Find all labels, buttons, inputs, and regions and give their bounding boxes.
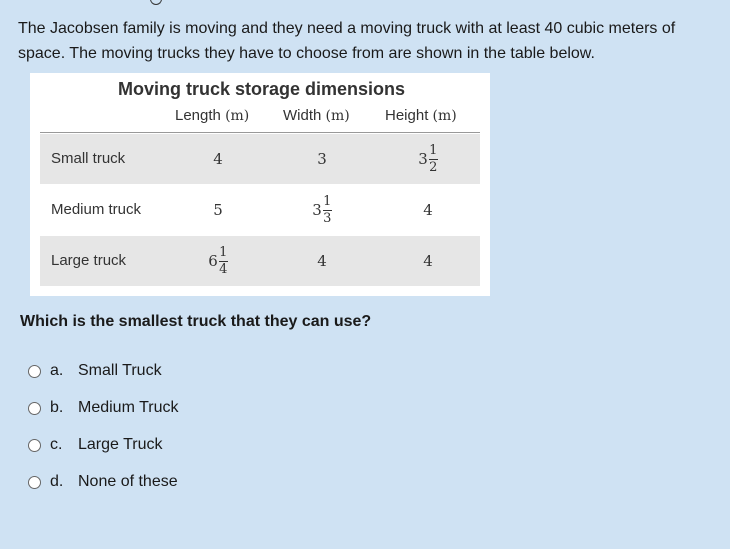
cell-width: 4 <box>317 252 327 270</box>
row-label: Medium truck <box>51 201 142 218</box>
row-label: Large truck <box>51 252 127 269</box>
fraction: $\frac{1}{3}$ <box>323 193 332 226</box>
table-row-small-truck <box>40 134 480 184</box>
dimensions-table <box>30 73 490 296</box>
cell-height: 4 <box>423 201 433 219</box>
table-row-medium-truck <box>40 185 480 235</box>
radio-button[interactable] <box>28 365 41 378</box>
cell-width <box>292 185 352 235</box>
column-header-height: Height (m) <box>385 107 457 124</box>
column-header-width: Width (m) <box>283 107 350 124</box>
option-text[interactable]: Large Truck <box>78 436 163 453</box>
mixed-number: 3 $\frac{1}{3}$ <box>312 193 332 226</box>
answer-option-b[interactable] <box>28 399 178 417</box>
column-header-length: Length (m) <box>175 107 250 124</box>
option-letter: b. <box>50 399 64 416</box>
option-letter: d. <box>50 473 64 490</box>
answer-option-d[interactable] <box>28 473 178 491</box>
cell-height: 4 <box>423 252 433 270</box>
option-text[interactable]: Small Truck <box>78 362 162 379</box>
question-prompt: Which is the smallest truck that they can use? <box>20 313 372 330</box>
row-label: Small truck <box>51 150 126 167</box>
option-letter: a. <box>50 362 64 379</box>
header-divider <box>40 132 480 133</box>
question-text: The Jacobsen family is moving and they need a moving truck with at least 40 cubic meters of space. The moving trucks they have to choose from are shown in the table below. <box>18 20 676 62</box>
answer-option-a[interactable] <box>28 362 162 380</box>
option-letter: c. <box>50 436 63 453</box>
cell-length: 5 <box>213 201 223 219</box>
answer-option-c[interactable] <box>28 436 162 454</box>
cell-length: 4 <box>213 150 223 168</box>
radio-button[interactable] <box>28 476 41 489</box>
fraction: $\frac{1}{4}$ <box>219 244 228 277</box>
cursor-mark-icon <box>150 0 162 5</box>
table-row-large-truck <box>40 236 480 286</box>
mixed-number: 3 $\frac{1}{2}$ <box>418 142 438 175</box>
radio-button[interactable] <box>28 439 41 452</box>
cell-length <box>188 236 248 286</box>
option-text[interactable]: Medium Truck <box>78 399 179 416</box>
cell-height <box>398 134 458 184</box>
option-text[interactable]: None of these <box>78 473 178 490</box>
fraction: $\frac{1}{2}$ <box>429 142 438 175</box>
table-title: Moving truck storage dimensions <box>118 79 406 99</box>
radio-button[interactable] <box>28 402 41 415</box>
mixed-number: 6 $\frac{1}{4}$ <box>208 244 228 277</box>
cell-width: 3 <box>317 150 327 168</box>
